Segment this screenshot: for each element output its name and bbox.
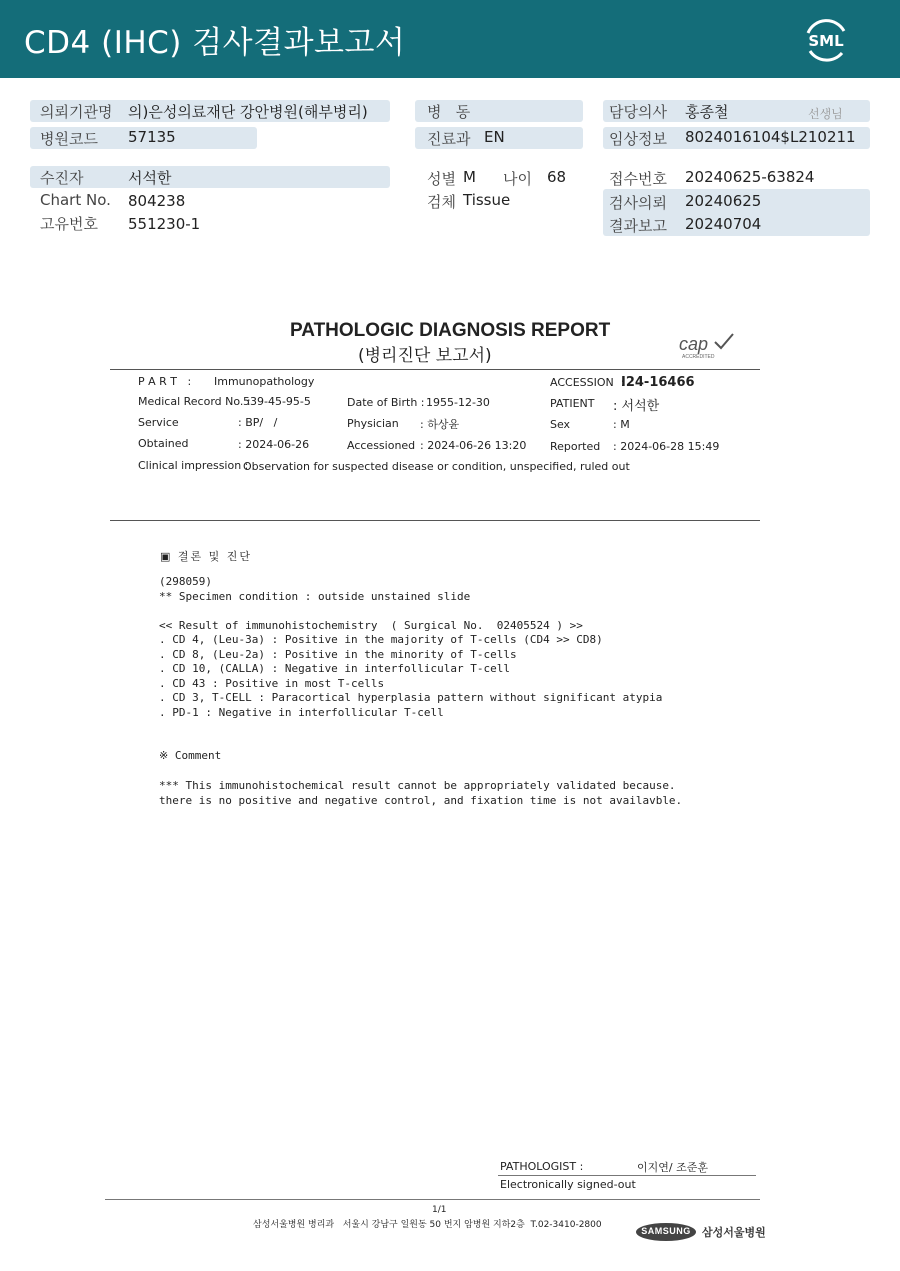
id-label: 고유번호 xyxy=(40,215,98,233)
patient-label: 수진자 xyxy=(40,169,84,187)
comment-line: *** This immunohistochemical result cannot be appropriately validated because. xyxy=(159,779,676,792)
samsung-logo xyxy=(636,1223,696,1241)
reported-value: : 2024-06-28 15:49 xyxy=(613,440,720,453)
finding-line: . CD 3, T-CELL : Paracortical hyperplasia pattern without significant atypia xyxy=(159,691,663,704)
specimen-value: Tissue xyxy=(463,191,511,209)
report-divider-top xyxy=(110,369,760,370)
patient-rpt-label: PATIENT xyxy=(550,397,595,410)
specimen-label: 검체 xyxy=(427,193,456,211)
report-subtitle: (병리진단 보고서) xyxy=(358,346,492,366)
doctor-suffix: 선생님 xyxy=(808,107,843,121)
part-label: P A R T : xyxy=(138,375,192,388)
hospital-name: 삼성서울병원 xyxy=(702,1226,766,1239)
service-label: Service xyxy=(138,416,179,429)
finding-line: << Result of immunohistochemistry ( Surgical No. 02405524 ) >> xyxy=(159,618,583,632)
clinical-impression-value: Observation for suspected disease or condition, unspecified, ruled out xyxy=(243,460,630,473)
age-value: 68 xyxy=(547,168,567,186)
chart-label: Chart No. xyxy=(40,191,111,209)
finding-line: . PD-1 : Negative in interfollicular T-cell xyxy=(159,705,444,719)
findings-block xyxy=(159,575,662,720)
chart-value: 804238 xyxy=(128,192,186,210)
accessioned-value: : 2024-06-26 13:20 xyxy=(420,439,527,452)
patient-row-bg xyxy=(30,166,390,188)
hospital-code-label: 병원코드 xyxy=(40,130,98,148)
section-heading: ▣ 결론 및 진단 xyxy=(160,550,253,563)
finding-line: . CD 43 : Positive in most T-cells xyxy=(159,676,385,690)
cap-accredited-logo xyxy=(677,330,737,360)
sex-rpt-value: : M xyxy=(613,418,630,431)
receipt-value: 20240625-63824 xyxy=(685,168,815,186)
accession-value: I24-16466 xyxy=(621,375,695,390)
finding-line: . CD 4, (Leu-3a) : Positive in the majority of T-cells (CD4 >> CD8) xyxy=(159,633,603,646)
finding-line xyxy=(159,604,662,619)
mrn-label: Medical Record No. : xyxy=(138,395,251,408)
finding-line: ** Specimen condition : outside unstained slide xyxy=(159,589,471,603)
cap-text: cap xyxy=(679,334,709,354)
accessioned-label: Accessioned xyxy=(347,439,416,452)
physician-label: Physician xyxy=(347,417,399,430)
doctor-value: 홍종철 xyxy=(685,103,729,121)
finding-line: . CD 8, (Leu-2a) : Positive in the minority of T-cells xyxy=(159,647,517,661)
sml-logo xyxy=(800,13,852,65)
pathologist-value: 이지연/ 조준훈 xyxy=(637,1161,708,1174)
receipt-label: 접수번호 xyxy=(609,170,667,188)
logo-text: SML xyxy=(808,32,844,50)
clinical-impression-label: Clinical impression : xyxy=(138,459,249,472)
reported-label: Reported xyxy=(550,440,601,453)
finding-line: (298059) xyxy=(159,575,212,588)
id-value: 551230-1 xyxy=(128,215,201,233)
obtained-value: : 2024-06-26 xyxy=(238,438,310,451)
part-value: Immunopathology xyxy=(214,375,315,388)
dept-label: 진료과 xyxy=(427,130,471,148)
service-value: : BP/ / xyxy=(238,416,278,429)
signature-line xyxy=(498,1175,756,1176)
pathologist-label: PATHOLOGIST : xyxy=(500,1160,584,1173)
sex-rpt-label: Sex xyxy=(550,418,571,431)
finding-line: . CD 10, (CALLA) : Negative in interfollicular T-cell xyxy=(159,662,510,675)
sex-label: 성별 xyxy=(427,170,456,188)
cap-sub: ACCREDITED xyxy=(682,354,715,360)
dept-value: EN xyxy=(484,128,505,146)
footer-address: 삼성서울병원 병리과 서울시 강남구 일원동 50 번지 암병원 지하2층 T.02-3410-2800 xyxy=(253,1220,602,1230)
request-label: 검사의뢰 xyxy=(609,194,667,212)
clinical-value: 8024016104$L210211 xyxy=(685,128,856,146)
comment-heading: ※ Comment xyxy=(159,749,222,762)
age-label: 나이 xyxy=(503,170,532,188)
patient-rpt-value: : 서석한 xyxy=(613,399,660,414)
signed-out: Electronically signed-out xyxy=(500,1178,636,1191)
footer-line xyxy=(105,1199,760,1200)
institution-value: 의)은성의료재단 강안병원(해부병리) xyxy=(128,103,368,121)
comment-line: there is no positive and negative control, and fixation time is not availavble. xyxy=(159,793,683,807)
result-label: 결과보고 xyxy=(609,217,667,235)
accession-label: ACCESSION : xyxy=(550,376,625,389)
page-title: CD4 (IHC) 검사결과보고서 xyxy=(24,25,406,61)
ward-label: 병 동 xyxy=(427,103,471,121)
hospital-code-value: 57135 xyxy=(128,128,176,146)
report-divider-mid xyxy=(110,520,760,521)
comment-block xyxy=(159,779,682,808)
samsung-logo-text: SAMSUNG xyxy=(641,1226,691,1236)
mrn-value: 539-45-95-5 xyxy=(243,395,311,408)
dob-value: 1955-12-30 xyxy=(426,396,490,409)
doctor-label: 담당의사 xyxy=(609,103,667,121)
request-value: 20240625 xyxy=(685,192,762,210)
report-title: PATHOLOGIC DIAGNOSIS REPORT xyxy=(290,320,611,341)
obtained-label: Obtained xyxy=(138,437,189,450)
institution-label: 의뢰기관명 xyxy=(40,103,113,121)
dob-label: Date of Birth : xyxy=(347,396,425,409)
page-number: 1/1 xyxy=(432,1205,447,1215)
result-value: 20240704 xyxy=(685,215,762,233)
patient-value: 서석한 xyxy=(128,169,172,187)
physician-value: : 하상윤 xyxy=(420,418,460,431)
sex-value: M xyxy=(463,168,476,186)
clinical-label: 임상정보 xyxy=(609,130,667,148)
